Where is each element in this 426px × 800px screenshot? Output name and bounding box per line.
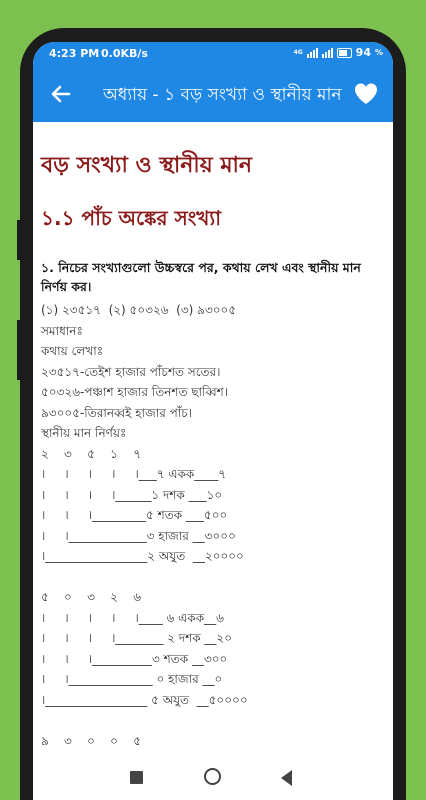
status-bar (33, 42, 393, 66)
signal-icon (307, 47, 318, 58)
text-line: । । । ।________ ২ দশক __২০ (41, 631, 233, 645)
home-icon[interactable] (204, 768, 221, 785)
android-nav-bar (33, 756, 393, 800)
heart-icon[interactable] (353, 81, 379, 107)
status-network-speed: 0.0KB/s (101, 47, 148, 60)
text-line: ৯ ৩ ০ ০ ৫ (41, 733, 142, 748)
question-text: ১. নিচের সংখ্যাগুলো উচ্চস্বরে পর, কথায় লেখ এবং স্থানীয় মান নির্ণয় কর। (41, 260, 361, 294)
text-line: (১) ২৩৫১৭ (২) ৫০৩২৬ (৩) ৯৩০০৫ (41, 303, 237, 317)
text-line (41, 710, 389, 731)
text-line: সমাধানঃ (41, 323, 83, 338)
toolbar-title: অধ্যায় - ১ বড় সংখ্যা ও স্থানীয় মান (103, 85, 342, 105)
text-line: কথায় লেখাঃ (41, 344, 104, 358)
screen (33, 42, 393, 800)
text-line: । ।_____________৩ হাজার __৩০০০ (41, 528, 236, 543)
network-type: 4G (293, 49, 303, 56)
back-triangle-icon[interactable] (281, 770, 292, 786)
recents-icon[interactable] (130, 771, 143, 784)
arrow-left-icon[interactable] (47, 80, 75, 108)
battery-level: 94 (355, 46, 371, 59)
chapter-content[interactable] (33, 122, 393, 756)
text-line: । ।______________ ০ হাজার __০ (41, 672, 223, 686)
power-button (17, 320, 21, 380)
text-line: ২ ৩ ৫ ১ ৭ (41, 446, 142, 461)
text-line: ৫০৩২৬-পঞ্চাশ হাজার তিনশত ছাব্বিশ। (41, 385, 229, 399)
text-line: । । । । ।____ ৬ একক__৬ (41, 610, 224, 625)
chapter-heading: বড় সংখ্যা ও স্থানীয় মান (41, 153, 253, 178)
text-line (41, 567, 389, 588)
text-line: । । । । ।___৭ একক____৭ (41, 467, 227, 481)
solution-body (41, 300, 389, 751)
status-icons: 4G 94 % (293, 46, 383, 59)
battery-icon (337, 48, 352, 58)
text-line: ২৩৫১৭-তেইশ হাজার পাঁচশত সতের। (41, 364, 221, 379)
text-line: স্থানীয় মান নির্ণয়ঃ (41, 426, 127, 440)
volume-button (17, 220, 21, 260)
text-line: ।_________________২ অযুত __২০০০০ (41, 549, 244, 563)
app-toolbar (33, 66, 393, 122)
status-time: 4:23 PM (49, 47, 100, 60)
text-line: ৯৩০০৫-তিরানব্বই হাজার পাঁচ। (41, 405, 193, 420)
text-line: ৫ ০ ৩ ২ ৬ (41, 590, 142, 604)
text-line: । । ।_________৫ শতক ___৫০০ (41, 508, 228, 522)
section-heading: ১.১ পাঁচ অঙ্কের সংখ্যা (41, 206, 222, 230)
text-line: । । । ।______১ দশক ___১০ (41, 487, 223, 502)
signal-icon-2 (322, 47, 333, 58)
text-line: । । ।__________৩ শতক __৩০০ (41, 651, 228, 666)
text-line: ।_________________ ৫ অযুত __৫০০০০ (41, 692, 248, 707)
